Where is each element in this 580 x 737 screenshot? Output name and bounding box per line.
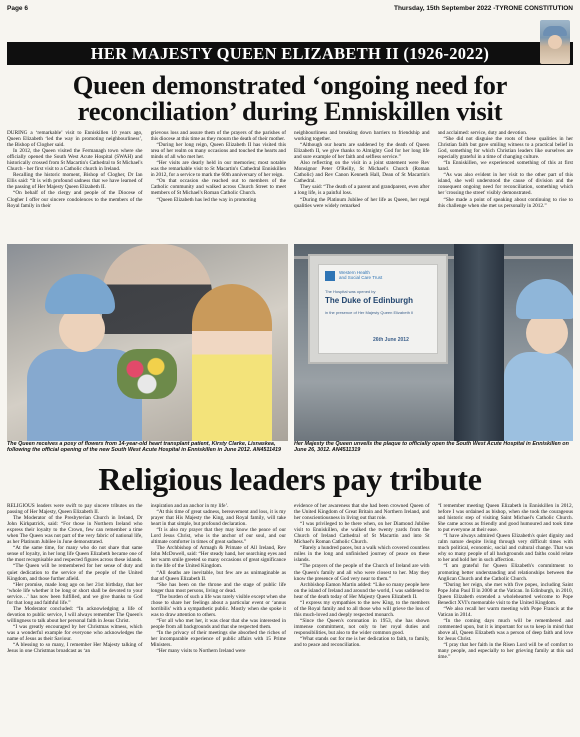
plaque-line-3: in the presence of Her Majesty Queen Elizabeth II <box>325 310 414 315</box>
photo-figure-girl <box>192 284 272 441</box>
paragraph: “I am grateful for Queen Elizabeth's commitment to promoting better understanding and relationships between the Anglican Church and the Catholic Church. <box>437 563 573 582</box>
paragraph: “I was privileged to be there when, on her Diamond Jubilee visit to Enniskillen, she walked the twenty yards from the Church of Ireland Cathedral of St Macartin and into St Michael's Roman Catholic Church. <box>294 521 430 546</box>
bottom-column-3 <box>294 503 430 731</box>
paragraph: Recalling the historic moment, Bishop of Clogher, Dr Ian Ellis said: “It is with profound sadness that we have learned of the passing of Her Majesty Queen Elizabeth II. <box>7 172 143 191</box>
paragraph: “At the same time, for many who do not share that same sense of loyalty, in her long life Queen Elizabeth became one of the most recognisable and respected figures across these islands. <box>7 545 143 564</box>
paragraph: RELIGIOUS leaders were swift to pay sincere tributes on the passing of Her Majesty, Queen Elizabeth II. <box>7 503 143 516</box>
banner-title: HER MAJESTY QUEEN ELIZABETH II (1926-2022) <box>90 43 490 63</box>
photo-queen-unveils-plaque <box>294 244 573 441</box>
paragraph: Archbishop Eamon Martin added: “Like so many people here on the island of Ireland and around the world, I was saddened to hear of the death today of Her Majesty Queen Elizabeth II. <box>294 581 430 600</box>
paragraph: “For all who met her, it was clear that she was interested in people from all backgrounds and that she respected them. <box>150 617 286 630</box>
paragraph: “During the Platinum Jubilee of her life as Queen, her regal qualities were widely remarked <box>294 196 430 209</box>
plaque-line-2: The Duke of Edinburgh <box>325 296 413 305</box>
paragraph: They said: “The death of a parent and grandparent, even after a long life, is a painful loss. <box>294 184 430 197</box>
paragraph: “All deaths are inevitable, but few are as unimaginable as that of Queen Elizabeth II. <box>150 569 286 582</box>
section-banner <box>7 42 573 65</box>
paragraph: “As was also evident in her visit to the other part of this island, she well understood the cause of division and the consequent ongoing need for reconciliation, something which her 'crossing the street' visibly demonstrated. <box>437 172 573 197</box>
paragraph: “At this time of great sadness, bereavement and loss, it is my prayer that His Majesty the King, and Royal family, will take heart in that simple, but profound declaration. <box>150 509 286 528</box>
paragraph: “Her many visits to Northern Ireland were <box>156 648 246 655</box>
bottom-column-1 <box>7 503 143 731</box>
paragraph: “Although our hearts are saddened by the death of Queen Elizabeth II, we give thanks to Almighty God for her long life and sure example of her faith and selfless service.” <box>294 142 430 161</box>
top-column-1 <box>7 130 143 240</box>
paragraph: “She made a point of speaking about continuing to rise to this challenge when she met us personally in 2012.” <box>437 196 573 209</box>
paragraph: grievous loss and assure them of the prayers of the parishes of this diocese at this time as they mourn the death of their mother. <box>150 130 286 143</box>
top-headline <box>7 72 573 124</box>
plaque-date: 26th June 2012 <box>373 337 409 343</box>
paragraph: “Her promise, made long ago on her 21st birthday, that her ‘whole life whether it be long or short shall be devoted to your service…’ has now been fulfilled, and we give thanks to God for that long and faithful life.” <box>7 581 143 606</box>
paragraph: “She did not disguise the roots of these qualities in her Christian faith but gave smiling witness to a practical belief in God, something for which Christian leaders like ourselves are especially grateful in a time of changing culture. <box>437 136 573 161</box>
paragraph: “I have always admired Queen Elizabeth's quiet dignity and calm nature despite living through very difficult times with much political, economic, social and cultural change. That was why so many people of all backgrounds and faiths could relate to her and hold her in such affection. <box>437 533 573 564</box>
paragraph: “On that occasion she reached out to members of the Catholic community and walked across Church Street to meet members of St Michael's Roman Catholic Church. <box>150 178 286 197</box>
paragraph: “Queen Elizabeth has led the way in promoting <box>156 196 257 203</box>
plaque-line-1: The Hospital was opened by <box>325 289 376 294</box>
paragraph: The Moderator concluded: “In acknowledging a life of devotion to public service, I will always remember The Queen's willingness to talk about her personal faith in Jesus Christ. <box>7 605 143 624</box>
paragraph: “A blessing to so many, I remember Her Majesty talking of Jesus in one Christmas broadcast as ‘an <box>7 642 143 655</box>
paragraph: “It is also my prayer that they may know the peace of our Lord Jesus Christ, who is the anchor of our soul, and our ultimate comforter in times of great sadness.” <box>150 527 286 546</box>
paragraph: “Since the Queen's coronation in 1953, she has shown immense commitment, not only to her royal duties and responsibilities, but also to the wider common good. <box>294 617 430 636</box>
paragraph: In 2012, the Queen visited the Fermanagh town where she officially opened the South West Acute Hospital (SWAH) and historically crossed from St Macartin's Cathedral to St Michael's Church - her first visit to a Catholic church in Ireland. <box>7 148 143 173</box>
bottom-column-4 <box>438 503 574 731</box>
bottom-story-columns <box>7 503 573 731</box>
paragraph: The Moderator of the Presbyterian Church in Ireland, Dr John Kirkpatrick, said: “For those in Northern Ireland who express their loyalty to the Crown, few can remember a time when The Queen was not part of the very fabric of national life, as her Platinum Jubilee in June demonstrated. <box>7 515 143 546</box>
page-header <box>7 3 573 13</box>
top-headline-line1: Queen demonstrated ‘ongoing need for <box>72 70 508 100</box>
paragraph: “The prayers of the people of the Church of Ireland are with the Queen's family and all who were closest to her. May they know the presence of God very near to them.” <box>294 563 430 582</box>
paragraph: “I express my sympathies to the new King, to the members of the Royal family and to all those who will grieve the loss of this much-loved and deeply respected monarch. <box>294 599 430 618</box>
paragraph: “She has been on the throne and the stage of public life longer than most persons, living or dead. <box>150 581 286 594</box>
hospital-plaque <box>318 264 438 354</box>
top-column-3 <box>294 130 430 240</box>
date-line: Thursday, 15th September 2022 -TYRONE CONSTITUTION <box>393 4 573 12</box>
photo-queen-receives-posy <box>7 244 288 441</box>
queen-portrait-thumbnail <box>540 20 570 64</box>
photo-figure-queen-coat <box>504 352 573 441</box>
paragraph: inspiration and an anchor in my life’. <box>150 503 229 509</box>
page-number: Page 6 <box>7 4 28 12</box>
paragraph: “What stands out for me is her dedication to faith, to family, and to peace and reconciliation. <box>294 636 430 649</box>
top-column-4 <box>438 130 574 240</box>
paragraph: “During her long reign, Queen Elizabeth II has visited this area of her realm on many occasions and touched the hearts and minds of all who met her. <box>150 142 286 161</box>
paragraph: “On behalf of the clergy and people of the Diocese of Clogher I offer our sincere condolences to the members of the Royal family in their <box>7 190 143 209</box>
paragraph: The Archbishop of Armagh & Primate of All Ireland, Rev John McDowell, said: “Her steady hand, her searching eyes and her warm smile greeted so many occasions of great significance in the life of the United Kingdom. <box>150 545 286 570</box>
paragraph: Also reflecting on the visit in a joint statement were Rev Monsignor Peter O'Reilly, St Michael's Church (Roman Catholic) and Rev Canon Kenneth Hall, Dean of St Macartin's Cathedral. <box>294 160 430 185</box>
top-column-2 <box>151 130 287 240</box>
paragraph: neighbourliness and breaking down barriers to friendship and working together. <box>294 130 430 143</box>
bottom-column-2 <box>151 503 287 731</box>
bottom-headline: Religious leaders pay tribute <box>98 461 482 497</box>
plaque-organisation: Western Health and Social Care Trust <box>339 270 383 280</box>
paragraph: DURING a ‘remarkable’ visit to Enniskillen 10 years ago, Queen Elizabeth ‘led the way in promoting neighbourliness’, the Bishop of Clogher said. <box>7 130 143 149</box>
photo-posy-flowers <box>117 349 177 399</box>
paragraph: “Her visits are dearly held in our memories; most notable was the remarkable visit to St Macartin's Cathedral Enniskillen in 2012, for a service to mark the 60th anniversary of her reign. <box>150 160 286 179</box>
paragraph: “In the privacy of their meetings she absorbed the riches of her incomparable experience of public affairs with 15 Prime Ministers. <box>150 629 286 649</box>
paragraph: “The burden of such a life was rarely visible except when she chose to share her feelings about a particular event or ‘annus horribilis’ with a sympathetic public. Mostly when she spoke it was to draw attention to others. <box>150 593 286 618</box>
paragraph: “I was greatly encouraged by her Christmas witness, which was a wonderful example for everyone who acknowledges the name of Jesus as their Saviour. <box>7 623 143 643</box>
trust-logo-icon <box>325 271 335 281</box>
photo-caption-left: The Queen receives a posy of flowers from 14-year-old heart transplant patient, Kirsty Clarke, Lisnaskea, following the official opening of the new South West Acute Hospital in Enniskillen in June 2012. AN4511419 <box>7 441 281 454</box>
paragraph: “I pray that her faith in the Risen Lord will be of comfort to many people, and especially to her grieving family at this sad time.” <box>437 642 573 661</box>
top-headline-line2: reconciliation’ during Enniskillen visit <box>77 96 503 126</box>
photo-figure-queen-hat <box>516 279 573 319</box>
paragraph: “I remember meeting Queen Elizabeth in Enniskillen in 2012, before I was ordained as bishop, when she took the courageous and historic step of visiting Saint Michael's Catholic Church. She came across as friendly and good humoured and took time to put everyone at their ease. <box>437 503 573 534</box>
paragraph: “In Enniskillen, we experienced something of this at first hand. <box>437 160 573 173</box>
paragraph: “We also recall her warm meeting with Pope Francis at the Vatican in 2014. <box>437 605 573 618</box>
top-story-columns <box>7 130 573 240</box>
plaque-frame <box>308 254 448 364</box>
paragraph: “During her reign, she met with five popes, including Saint Pope John Paul II in 2000 at the Vatican. In Edinburgh, in 2010, Queen Elizabeth extended a wholehearted welcome to Pope Benedict XVI's memorable visit to the United Kingdom. <box>437 581 573 606</box>
paragraph: “The Queen will be remembered for her sense of duty and quiet dedication to the service of the people of the United Kingdom, and those further afield. <box>7 563 143 582</box>
paragraph: “In the coming days much will be remembered and commented upon, but it is important for us to keep in mind that above all, Queen Elizabeth was a person of deep faith and love for Jesus Christ. <box>437 617 573 643</box>
paragraph: evidence of her awareness that she had been crowned Queen of the United Kingdom of Great Britain and Northern Ireland, and her conscientiousness in living out that role. <box>294 503 430 522</box>
paragraph: “Barely a hundred paces, but a walk which covered countless miles in the long and unfinished journey of peace on these islands. <box>294 545 430 564</box>
photo-curtain <box>454 244 504 441</box>
paragraph: and acclaimed: service, duty and devotion. <box>437 130 528 136</box>
photo-caption-right: Her Majesty the Queen unveils the plaque to officially open the South West Acute Hospital in Enniskillen on June 26, 3012. AN4511319 <box>294 441 569 454</box>
